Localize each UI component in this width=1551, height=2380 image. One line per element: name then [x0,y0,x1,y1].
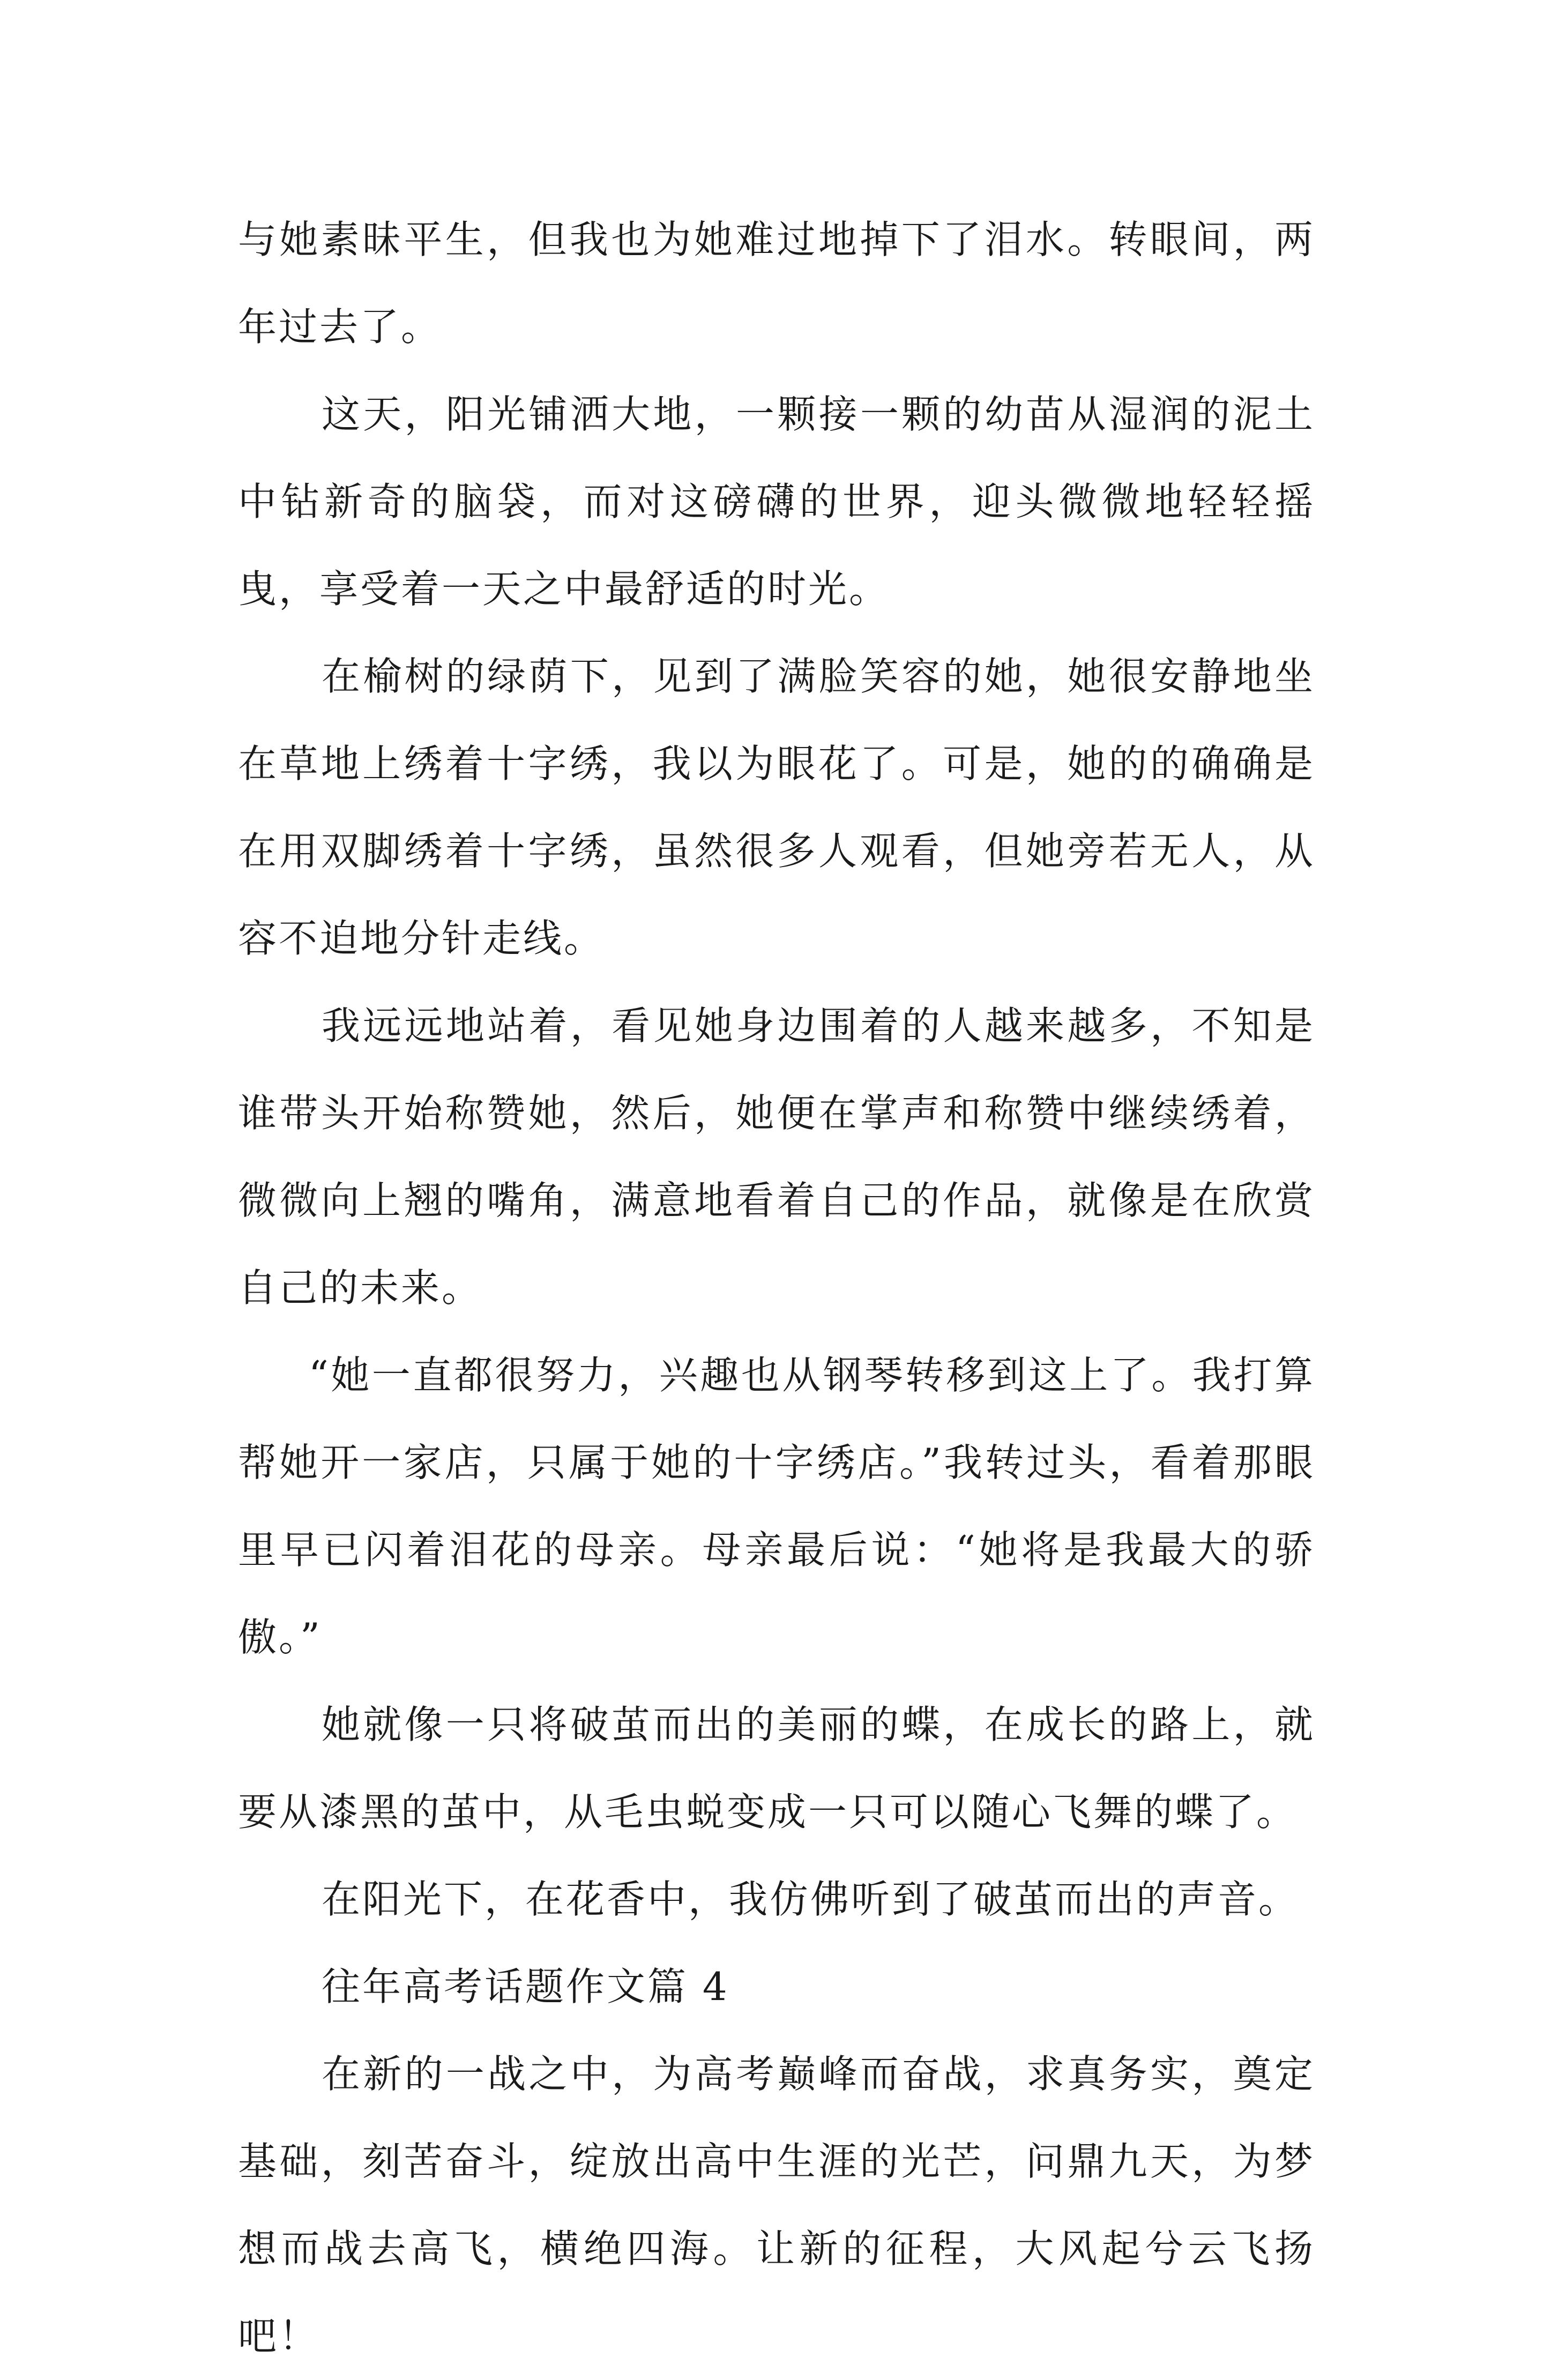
paragraph-5: “她一直都很努力，兴趣也从钢琴转移到这上了。我打算帮她开一家店，只属于她的十字绣店。”我转过头，看着那眼里早已闪着泪花的母亲。母亲最后说：“她将是我最大的骄傲。” [238,1353,1315,1660]
section-heading: 往年高考话题作文篇 4 [322,1964,729,2009]
paragraph-8: 在新的一战之中，为高考巅峰而奋战，求真务实，奠定基础，刻苦奋斗，绽放出高中生涯的光芒，问鼎九天，为梦想而战去高飞，横绝四海。让新的征程，大风起兮云飞扬吧！ [238,2051,1315,2359]
paragraph-2: 这天，阳光铺洒大地，一颗接一颗的幼苗从湿润的泥土中钻新奇的脑袋，而对这磅礴的世界，迎头微微地轻轻摇曳，享受着一天之中最舒适的时光。 [238,392,1315,611]
paragraph-6: 她就像一只将破茧而出的美丽的蝶，在成长的路上，就要从漆黑的茧中，从毛虫蜕变成一只可以随心飞舞的蝶了。 [238,1702,1315,1834]
body-text [238,196,1315,2380]
paragraph-1: 与她素昧平生，但我也为她难过地掉下了泪水。转眼间，两年过去了。 [238,217,1315,349]
paragraph-3: 在榆树的绿荫下，见到了满脸笑容的她，她很安静地坐在草地上绣着十字绣，我以为眼花了。可是，她的的确确是在用双脚绣着十字绣，虽然很多人观看，但她旁若无人，从容不迫地分针走线。 [238,654,1315,961]
paragraph-4: 我远远地站着，看见她身边围着的人越来越多，不知是谁带头开始称赞她，然后，她便在掌声和称赞中继续绣着，微微向上翘的嘴角，满意地看着自己的作品，就像是在欣赏自己的未来。 [238,1003,1315,1310]
paragraph-7: 在阳光下，在花香中，我仿佛听到了破茧而出的声音。 [322,1877,1300,1922]
